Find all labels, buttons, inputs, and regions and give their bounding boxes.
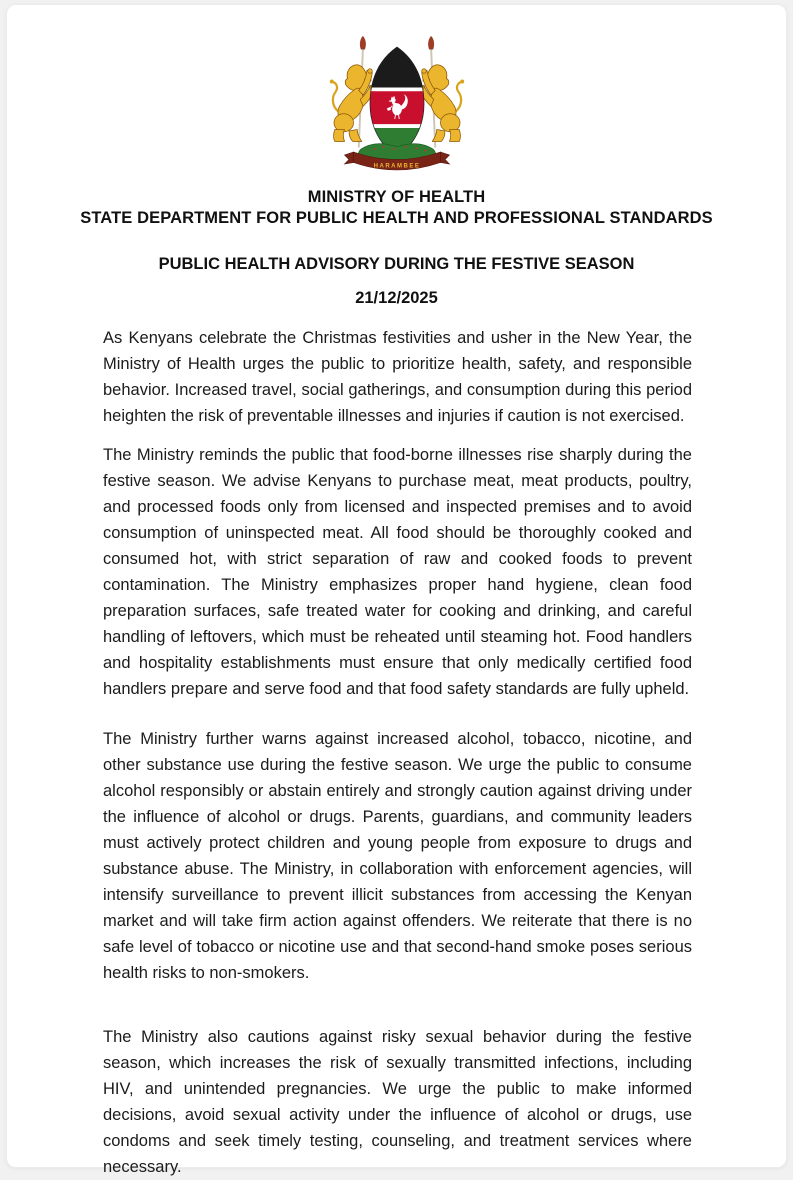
para-food-safety: The Ministry reminds the public that food-borne illnesses rise sharply during the festive season. We advise Kenyans to purchase meat, meat products, poultry, and processed foods only from licensed and inspected premises and to avoid consumption of uninspected meat. All food should be thoroughly cooked and consumed hot, with strict separation of raw and cooked foods to prevent contamination. The Ministry emphasizes proper hand hygiene, clean food preparation surfaces, safe treated water for cooking and drinking, and careful handling of leftovers, which must be reheated until steaming hot. Food handlers and hospitality establishments must ensure that only medically certified food handlers prepare and serve food and that food safety standards are fully upheld. [103,446,692,698]
kenya-coat-of-arms-icon [322,35,472,179]
emblem-container [7,35,786,179]
lion-left-icon [329,65,374,142]
maasai-shield-icon [367,46,427,159]
ministry-name: MINISTRY OF HEALTH [307,188,486,206]
harambee-banner-text: HARAMBEE [373,163,420,170]
para-substance-use: The Ministry further warns against increased alcohol, tobacco, nicotine, and other substance use during the festive season. We urge the public to consume alcohol responsibly or abstain entirely and strongly caution against driving under the influence of alcohol or drugs. Parents, guardians, and community leaders must actively protect children and young people from exposure to drugs and substance abuse. The Ministry, in collaboration with enforcement agencies, will intensify surveillance to prevent illicit substances from accessing the Kenyan market and will take firm action against offenders. We reiterate that there is no safe level of tobacco or nicotine use and that second-hand smoke poses serious health risks to non-smokers. [103,730,692,982]
para-intro: As Kenyans celebrate the Christmas festivities and usher in the New Year, the Ministry of Health urges the public to prioritize health, safety, and responsible behavior. Increased travel, social gatherings, and consumption during this period heighten the risk of preventable illnesses and injuries if caution is not exercised. [103,329,692,425]
advisory-body [103,325,692,1180]
letterhead [7,187,786,229]
lion-right-icon [419,65,464,142]
advisory-date: 21/12/2025 [355,289,438,307]
document-page [6,4,787,1176]
department-name: STATE DEPARTMENT FOR PUBLIC HEALTH AND PROFESSIONAL STANDARDS [80,209,713,227]
para-sexual-health: The Ministry also cautions against risky sexual behavior during the festive season, which increases the risk of sexually transmitted infections, including HIV, and unintended pregnancies. We urge the public to make informed decisions, avoid sexual activity under the influence of alcohol or drugs, use condoms and seek timely testing, counseling, and treatment services where necessary. [103,1028,692,1176]
advisory-title: PUBLIC HEALTH ADVISORY DURING THE FESTIVE SEASON [158,255,635,273]
